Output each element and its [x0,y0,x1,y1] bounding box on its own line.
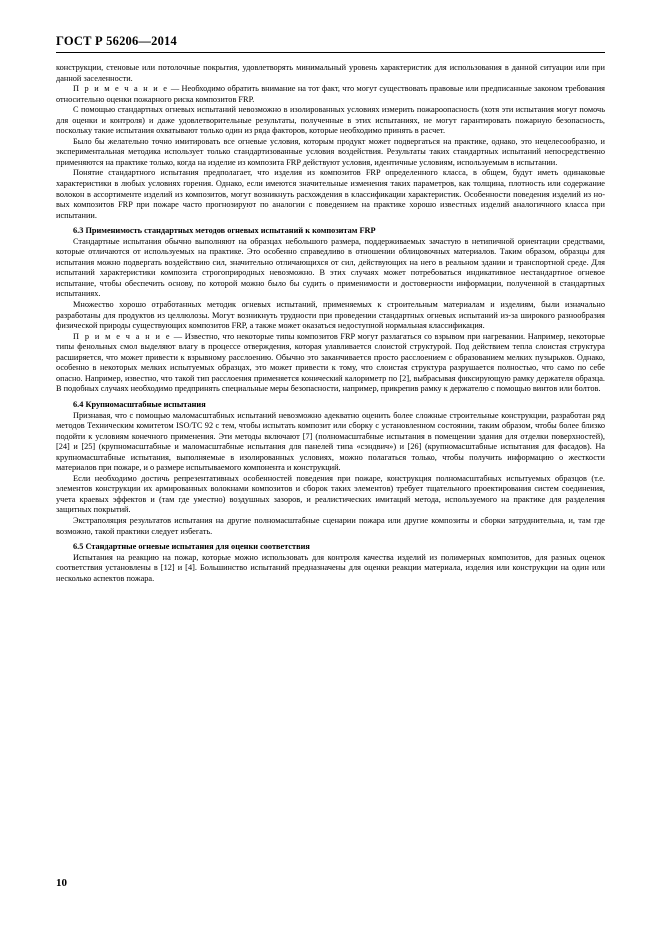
paragraph: Множество хорошо отработанных методик огневых испытаний, применяемых к строительным материалам и изделиям, были изначально разработаны для продуктов из целлюлозы. Могут возникнуть трудности при проведении стандартных огневых испытаний из-за широкого разнообразия физической природы существующих композитов FRP, а также может оказаться недоступной нормальная классификация. [56,300,605,331]
page-number: 10 [56,877,67,889]
note-text: — Известно, что некоторые типы композитов FRP могут разлагаться со взрывом при нагревании. Например, некоторые типы фенольных смол выделяют влагу в процессе отверждения, которая улавливается слоистой структурой. Под действием тепла слоистая структура расширяется, что может привести к взрывному расслоению. Обычно это заканчивается просто расслоением с образованием мелких пузырьков. Однако, особенно в некоторых мелких испытуемых образцах, это может привести к тому, что слоистая структура разрушается полностью, что само по себе опасно. Например, известно, что такой тип расслоения применяется конический калориметр по [2], выбрасывая фиксирующую рамку держателя образца. В подобных случаях необходимо предпринять специальные меры безопасности, например, прикрепив рамку к держателю с помощью винтов или болтов. [56,331,605,394]
paragraph: Признавая, что с помощью маломасштабных испытаний невозможно адекватно оценить более сложные строительные конструкции, разработан ряд методов Техническим комитетом ISO/TC 92 с тем, чтобы испытать композит или сборку с установленном состоянии, таким образом, чтобы более близко подойти к условиям конечного применения. Эти методы включают [7] (полномасштабные испытания в помещении здания для отделки поверхностей), [24] и [25] (крупномасштабные и маломасштабные испытания для панелей типа «сэндвич») и [26] (крупномасштабные испытания для фасадов). На крупномасштабные испытания, выполняемые в изолированных условиях, можно полагаться только, чтобы получить информацию о жесткости материалов при пожаре, и о размере испытываемого компонента и конструкций. [56,410,605,473]
paragraph: Было бы желательно точно имитировать все огневые условия, которым продукт может подвергаться на практике, однако, это нецелесообразно, и экспериментальная методика использует только стандартизованные условия воздействия. Результаты таких стандартных испытаний непосредственно применяются на практике только, когда на изделие из композита FRP действуют условия, идентичные условиям, используемым в испытании. [56,136,605,167]
note-paragraph [56,84,605,105]
paragraph: Стандартные испытания обычно выполняют на образцах небольшого размера, поддерживаемых зачастую в нетипичной ориентации средствами, которые отличаются от используемых на практике. Это особенно справедливо в отношении облицовочных материалов. Таким образом, образцы для испытания можно подвергать воздействию сил, значительно отличающихся от сил, действующих на него в реальном здании и транспортной среде. Для испытаний характеристики композита строгоприродных невозможно. В этих случаях может потребоваться индикативное нестандартное огневое испытание, чтобы обеспечить основу, по которой можно было бы судить о применимости и достоверности информации, полученной в стандартных испытаниях. [56,236,605,299]
document-body [56,63,605,584]
note-label: П р и м е ч а н и е [73,84,169,94]
note-label: П р и м е ч а н и е [73,331,172,341]
note-text: — Необходимо обратить внимание на тот факт, что могут существовать правовые или предписанные законом требования относительно оценки пожарного риска композитов FRP. [56,84,606,104]
section-heading-6-5: 6.5 Стандартные огневые испытания для оценки соответствия [73,542,310,552]
paragraph: Если необходимо достичь репрезентативных особенностей поведения при пожаре, конструкция полномасштабных испытуемых образцов (т.е. элементов конструкции их армированных волокнами композитов и сборок таких элементов) требует тщательного проектирования систем соединения, учета краевых эффектов и (там где уместно) воздушных зазоров, и реалистических имитаций метода, используемого на практике для разделения защитных покрытий. [56,473,605,515]
paragraph: Экстраполяция результатов испытания на другие полномасштабные сценарии пожара или другие композиты и сборки затруднительна, и, там где возможно, такой практики следует избегать. [56,515,605,536]
section-heading-6-3: 6.3 Применимость стандартных методов огневых испытаний к композитам FRP [73,226,376,236]
paragraph: конструкции, стеновые или потолочные покрытия, удовлетворять минимальный уровень характеристик для использования в данной ситуации или при данной заселенности. [56,63,605,83]
paragraph: С помощью стандартных огневых испытаний невозможно в изолированных условиях измерить пожароопасность (хотя эти испытания могут помочь для оценки и контроля) и даже удовлетворительные результаты, полученные в этих испытаниях, не могут гарантировать пожарную безопасность, поскольку такие испытания охватывают только один из ряда факторов, которые необходимо принять в расчет. [56,105,605,136]
paragraph: Понятие стандартного испытания предполагает, что изделия из композитов FRP определенного класса, в общем, будут иметь одинаковые характеристики в любых условиях горения. Однако, если имеются значительные изменения таких параметров, как толщина, плотность или содержание волокон в ассортименте изделий из композитов, могут возникнуть расхождения в классификации характеристик. Особенности поведения изделий из новых композитов FRP при пожаре часто прогнозируют по аналогии с поведением на практике хорошо известных изделий аналогичного класса при испытании. [56,168,605,220]
note-paragraph [56,332,605,395]
page-header: ГОСТ Р 56206—2014 [56,34,605,53]
section-heading-6-4: 6.4 Крупномасштабные испытания [73,399,206,409]
paragraph: Испытания на реакцию на пожар, которые можно использовать для контроля качества изделий из полимерных композитов, для разных оценок соответствия установлены в [12] и [4]. Большинство испытаний предназначены для оценки реакции материала, изделия или конструкции на один или несколько аспектов пожара. [56,552,605,583]
